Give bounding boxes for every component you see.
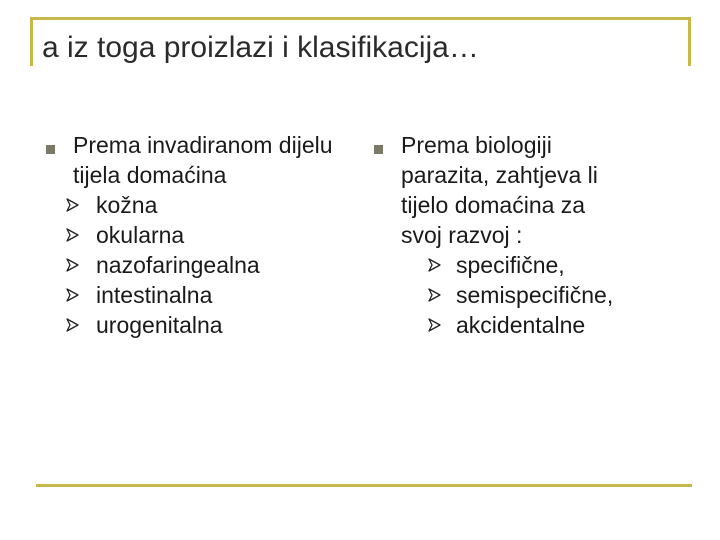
left-bullet bbox=[44, 130, 344, 340]
page-title: a iz toga proizlazi i klasifikacija… bbox=[42, 31, 479, 64]
heading-line: parazita, zahtjeva li bbox=[401, 162, 598, 188]
heading-line: svoj razvoj : bbox=[401, 222, 523, 248]
list-item bbox=[44, 250, 344, 280]
list-item bbox=[44, 280, 344, 310]
right-bullet bbox=[372, 130, 662, 340]
right-column bbox=[372, 130, 662, 340]
arrow-bullet-icon bbox=[66, 228, 79, 242]
arrow-bullet-icon bbox=[428, 288, 441, 302]
list-item bbox=[401, 280, 662, 310]
square-bullet-icon bbox=[46, 145, 55, 154]
list-item-label: specifične, bbox=[456, 252, 565, 278]
list-item-label: nazofaringealna bbox=[96, 252, 260, 278]
list-item-label: intestinalna bbox=[96, 282, 213, 308]
list-item-label: okularna bbox=[96, 222, 185, 248]
list-item bbox=[401, 250, 662, 280]
title-top-rule bbox=[30, 17, 691, 20]
list-item bbox=[401, 310, 662, 340]
arrow-bullet-icon bbox=[66, 318, 79, 332]
title-right-rule bbox=[688, 17, 691, 66]
title-left-rule bbox=[30, 17, 33, 66]
list-item-label: urogenitalna bbox=[96, 312, 223, 338]
right-sub-list bbox=[401, 250, 662, 340]
arrow-bullet-icon bbox=[428, 318, 441, 332]
arrow-bullet-icon bbox=[66, 258, 79, 272]
bottom-rule bbox=[36, 484, 692, 487]
heading-line: tijelo domaćina za bbox=[401, 192, 586, 218]
list-item-label: semispecifične, bbox=[456, 282, 614, 308]
list-item-label: akcidentalne bbox=[456, 312, 586, 338]
left-sub-list bbox=[73, 190, 344, 340]
list-item-label: kožna bbox=[96, 192, 158, 218]
heading-line: Prema biologiji bbox=[401, 132, 552, 158]
list-item bbox=[44, 190, 344, 220]
left-column bbox=[44, 130, 344, 340]
square-bullet-icon bbox=[374, 145, 383, 154]
arrow-bullet-icon bbox=[66, 288, 79, 302]
arrow-bullet-icon bbox=[428, 258, 441, 272]
right-bullet-heading bbox=[401, 130, 662, 250]
list-item bbox=[44, 310, 344, 340]
left-bullet-heading: Prema invadiranom dijelu tijela domaćina bbox=[73, 132, 333, 188]
arrow-bullet-icon bbox=[66, 198, 79, 212]
list-item bbox=[44, 220, 344, 250]
